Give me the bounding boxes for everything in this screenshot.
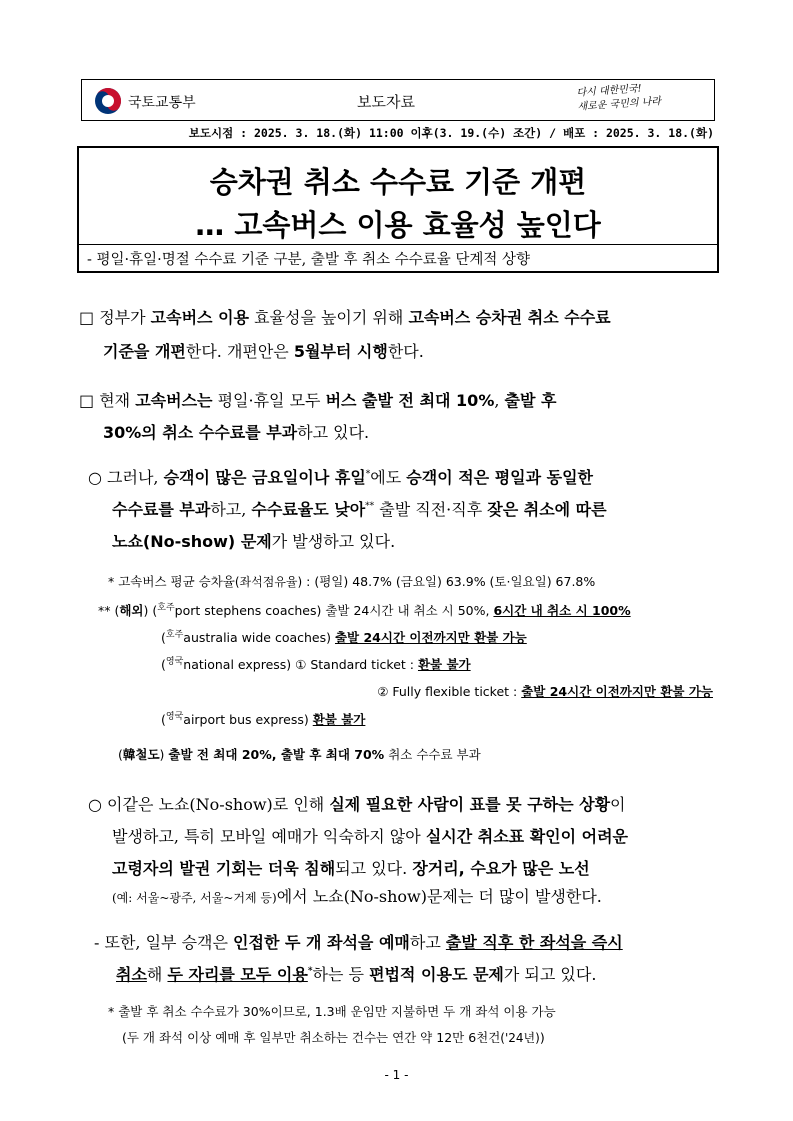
text: 평일·휴일 모두	[212, 391, 326, 410]
text: 취소 수수료 부과	[384, 747, 481, 762]
bold-text: 인접한 두 개 좌석을 예매	[233, 933, 410, 952]
bold-text: 버스 출발 전 최대 10%	[325, 391, 495, 410]
title-divider	[79, 244, 717, 245]
text: 효율성을 높이기 위해	[248, 308, 409, 327]
text: - 또한, 일부 승객은	[94, 933, 234, 952]
note-6	[161, 709, 365, 728]
paragraph-5-line-1	[94, 930, 623, 953]
note-7	[118, 745, 481, 763]
bold-text: 수수료를 부과	[112, 500, 211, 519]
slogan-line-1: 다시 대한민국!	[576, 83, 642, 99]
text: ○ 이같은 노쇼(No-show)로 인해	[88, 795, 330, 814]
text: (	[161, 630, 166, 646]
bold-text: 출발 전 최대 20%, 출발 후 최대 70%	[168, 747, 385, 762]
bold-text: 수수료율도 낮아	[251, 500, 366, 519]
slogan	[576, 81, 661, 115]
text: (	[161, 657, 166, 673]
superscript: 영국	[165, 657, 184, 667]
main-title-line-2: … 고속버스 이용 효율성 높인다	[195, 208, 601, 242]
bold-text: 해외	[119, 603, 144, 619]
bold-text: 韓철도	[122, 747, 160, 762]
paragraph-2-line-2	[103, 420, 369, 443]
text: )	[539, 1030, 545, 1045]
text: ) (	[143, 603, 158, 619]
text: (두 개 좌석 이상 예매 후 일부만 취소하는 건수는 연간 약 12만 6천건	[122, 1030, 501, 1045]
text: 가 되고 있다.	[503, 965, 597, 984]
paragraph-5-line-2	[116, 962, 596, 985]
bold-text: 고속버스는	[135, 391, 213, 410]
header-box	[81, 79, 715, 121]
text: )	[159, 747, 169, 762]
bold-text: 노쇼(No-show) 문제	[112, 532, 272, 551]
text: national express) ① Standard ticket :	[183, 657, 418, 673]
text: : (평일) 48.7% (금요일) 63.9% (토·일요일) 67.8%	[302, 574, 596, 589]
bold-text: 고속버스 승차권 취소 수수료	[408, 308, 611, 327]
subtitle: - 평일·휴일·명절 수수료 기준 구분, 출발 후 취소 수수료율 단계적 상향	[87, 252, 531, 268]
slogan-line-2: 새로운 국민의 나라	[577, 96, 662, 113]
paragraph-4-line-3	[112, 856, 590, 879]
underlined-text: 출발 직후 한 좌석을 즉시	[445, 933, 623, 952]
text: (	[118, 747, 123, 762]
p5-note-line-2	[122, 1028, 545, 1046]
document-type: 보도자료	[357, 93, 415, 111]
bold-text: 고속버스 이용	[150, 308, 249, 327]
underlined-text: 환불 불가	[417, 657, 471, 673]
bold-text: 기준을 개편	[103, 342, 186, 361]
text: 한다. 개편안은	[185, 342, 294, 361]
footnote-marker: **	[365, 501, 375, 512]
text: 에도	[370, 468, 407, 487]
text: 되고 있다.	[335, 859, 413, 878]
underlined-text: 6시간 내 취소 시 100%	[493, 603, 631, 619]
text: * 고속버스 평균 승차율	[108, 574, 235, 589]
paragraph-4-line-4	[112, 884, 602, 907]
text: ○ 그러나,	[88, 468, 164, 487]
superscript: 호주	[165, 630, 184, 640]
bold-text: 실시간 취소표 확인이 어려운	[425, 827, 628, 846]
paragraph-2-line-1	[79, 388, 556, 411]
note-4	[161, 654, 471, 673]
text: ** (	[98, 603, 120, 619]
paragraph-3-line-2	[112, 497, 607, 520]
text: 해	[146, 965, 168, 984]
text: □ 현재	[79, 391, 136, 410]
footnote-marker: *	[365, 469, 371, 480]
bold-text: 장거리, 수요가 많은 노선	[412, 859, 590, 878]
note-2	[98, 600, 631, 619]
footnote-marker: *	[307, 966, 313, 977]
paragraph-1-line-1	[79, 305, 611, 328]
underlined-text: 환불 불가	[312, 712, 366, 728]
paragraph-4-line-1	[88, 792, 626, 815]
note-5	[377, 682, 713, 700]
title-box	[77, 146, 719, 273]
text: port stephens coaches) 출발 24시간 내 취소 시 50%,	[174, 603, 494, 619]
bold-text: 잦은 취소에 따른	[487, 500, 607, 519]
text: 출발 직전·직후	[374, 500, 488, 519]
underlined-text: 취소	[116, 965, 147, 984]
text: 하고,	[210, 500, 252, 519]
text: 하고	[409, 933, 446, 952]
text: airport bus express)	[183, 712, 313, 728]
note-1	[108, 572, 595, 590]
superscript: 영국	[165, 712, 184, 722]
text: 하는 등	[312, 965, 370, 984]
superscript: 호주	[157, 603, 175, 613]
text: ② Fully flexible ticket :	[377, 684, 522, 699]
text: ('24년)	[500, 1031, 540, 1045]
page-number: - 1 -	[384, 1068, 409, 1082]
underlined-text: 출발 24시간 이전까지만 환불 가능	[521, 684, 713, 699]
paragraph-3-line-3	[112, 529, 395, 552]
bold-text: 출발 후	[504, 391, 557, 410]
text: 에서 노쇼(No-show)문제는 더 많이 발생한다.	[276, 887, 602, 906]
text: 가 발생하고 있다.	[271, 532, 396, 551]
taegeuk-logo-icon	[94, 87, 122, 115]
bold-text: 승객이 많은 금요일이나 휴일	[163, 468, 366, 487]
bold-text: 실제 필요한 사람이 표를 못 구하는 상황	[329, 795, 611, 814]
paragraph-4-line-2	[112, 824, 628, 847]
text: 하고 있다.	[297, 423, 370, 442]
main-title-line-1: 승차권 취소 수수료 기준 개편	[209, 165, 587, 199]
text: 한다.	[387, 342, 424, 361]
text: (좌석점유율)	[234, 575, 303, 589]
text: australia wide coaches)	[183, 630, 335, 646]
note-3	[161, 627, 527, 646]
bold-text: 고령자의 발권 기회는 더욱 침해	[112, 859, 336, 878]
text: ,	[494, 391, 505, 410]
text: □ 정부가	[79, 308, 151, 327]
text: (	[161, 712, 166, 728]
p5-note-line-1: * 출발 후 취소 수수료가 30%이므로, 1.3배 운임만 지불하면 두 개 좌석 이용 가능	[108, 1004, 556, 1019]
text: 이	[610, 795, 626, 814]
underlined-text: 출발 24시간 이전까지만 환불 가능	[334, 630, 527, 646]
text: 발생하고, 특히 모바일 예매가 익숙하지 않아	[112, 827, 426, 846]
bold-text: 승객이 적은 평일과 동일한	[406, 468, 594, 487]
underlined-text: 두 자리를 모두 이용	[167, 965, 308, 984]
bold-text: 편법적 이용도 문제	[369, 965, 504, 984]
paragraph-1-line-2	[103, 339, 424, 362]
release-info: 보도시점 : 2025. 3. 18.(화) 11:00 이후(3. 19.(수) 조간) / 배포 : 2025. 3. 18.(화)	[188, 126, 714, 140]
paragraph-3-line-1	[88, 465, 593, 488]
text: (예: 서울~광주, 서울~거제 등)	[112, 891, 277, 905]
bold-text: 5월부터 시행	[293, 342, 388, 361]
bold-text: 30%의 취소 수수료를 부과	[103, 423, 298, 442]
ministry-name: 국토교통부	[128, 95, 196, 111]
